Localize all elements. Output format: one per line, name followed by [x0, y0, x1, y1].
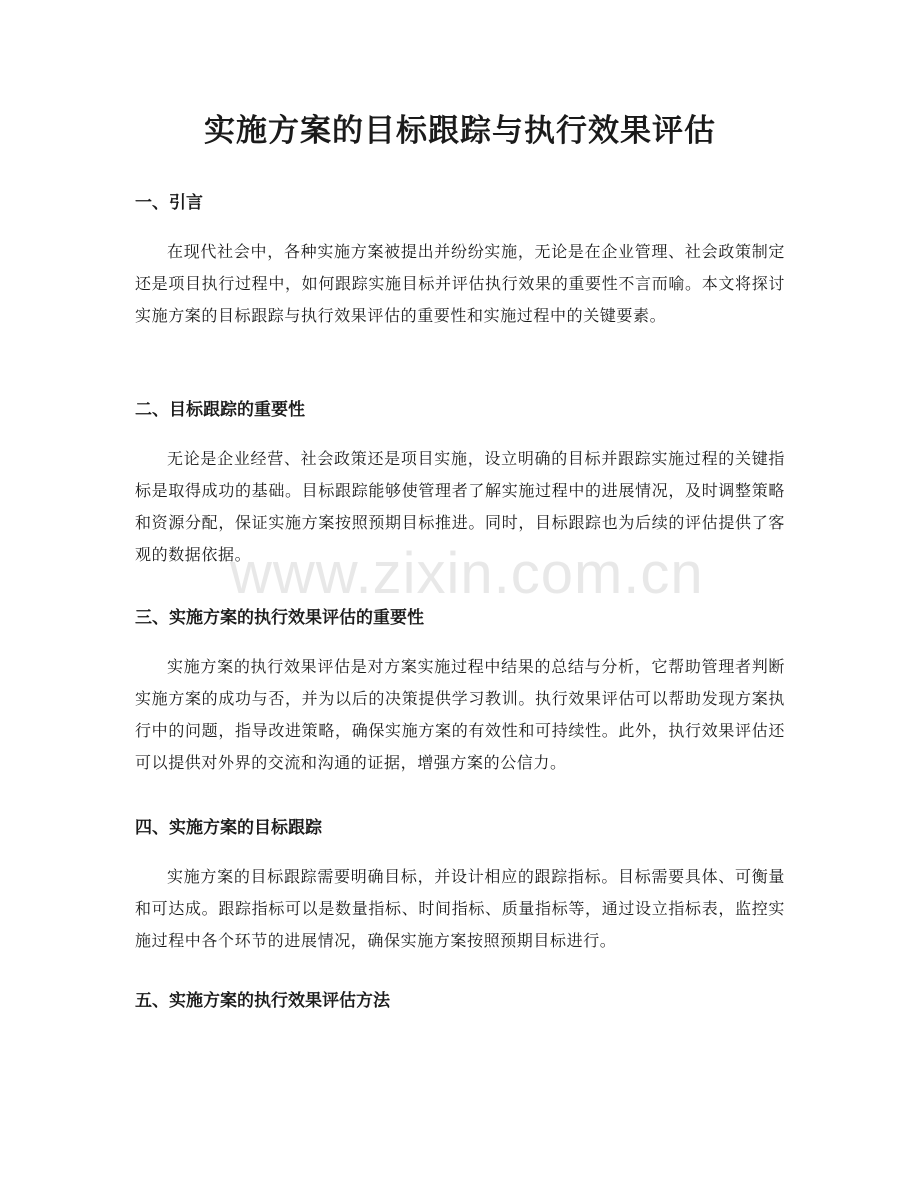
section-paragraph: 实施方案的执行效果评估是对方案实施过程中结果的总结与分析，它帮助管理者判断实施方案的成功与否，并为以后的决策提供学习教训。执行效果评估可以帮助发现方案执行中的问题，指导改进策略，确保实施方案的有效性和可持续性。此外，执行效果评估还可以提供对外界的交流和沟通的证据，增强方案的公信力。 [135, 657, 785, 772]
section-heading: 一、引言 [135, 193, 203, 213]
section-evaluation-importance [135, 605, 785, 779]
section-evaluation-methods [135, 988, 785, 1014]
section-paragraph: 在现代社会中，各种实施方案被提出并纷纷实施，无论是在企业管理、社会政策制定还是项目执行过程中，如何跟踪实施目标并评估执行效果的重要性不言而喻。本文将探讨实施方案的目标跟踪与执行效果评估的重要性和实施过程中的关键要素。 [135, 242, 785, 325]
section-goal-tracking [135, 815, 785, 957]
section-heading: 三、实施方案的执行效果评估的重要性 [135, 608, 424, 628]
document-title: 实施方案的目标跟踪与执行效果评估 [204, 113, 716, 149]
section-heading: 二、目标跟踪的重要性 [135, 400, 305, 420]
section-paragraph: 无论是企业经营、社会政策还是项目实施，设立明确的目标并跟踪实施过程的关键指标是取得成功的基础。目标跟踪能够使管理者了解实施过程中的进展情况，及时调整策略和资源分配，保证实施方案按照预期目标推进。同时，目标跟踪也为后续的评估提供了客观的数据依据。 [135, 449, 785, 564]
section-paragraph: 实施方案的目标跟踪需要明确目标，并设计相应的跟踪指标。目标需要具体、可衡量和可达成。跟踪指标可以是数量指标、时间指标、质量指标等，通过设立指标表，监控实施过程中各个环节的进展情况，确保实施方案按照预期目标进行。 [135, 867, 785, 950]
watermark: www.zixin.com.cn [230, 541, 704, 606]
section-heading: 五、实施方案的执行效果评估方法 [135, 991, 390, 1011]
section-introduction [135, 190, 785, 332]
section-goal-tracking-importance [135, 397, 785, 571]
section-heading: 四、实施方案的目标跟踪 [135, 818, 322, 838]
